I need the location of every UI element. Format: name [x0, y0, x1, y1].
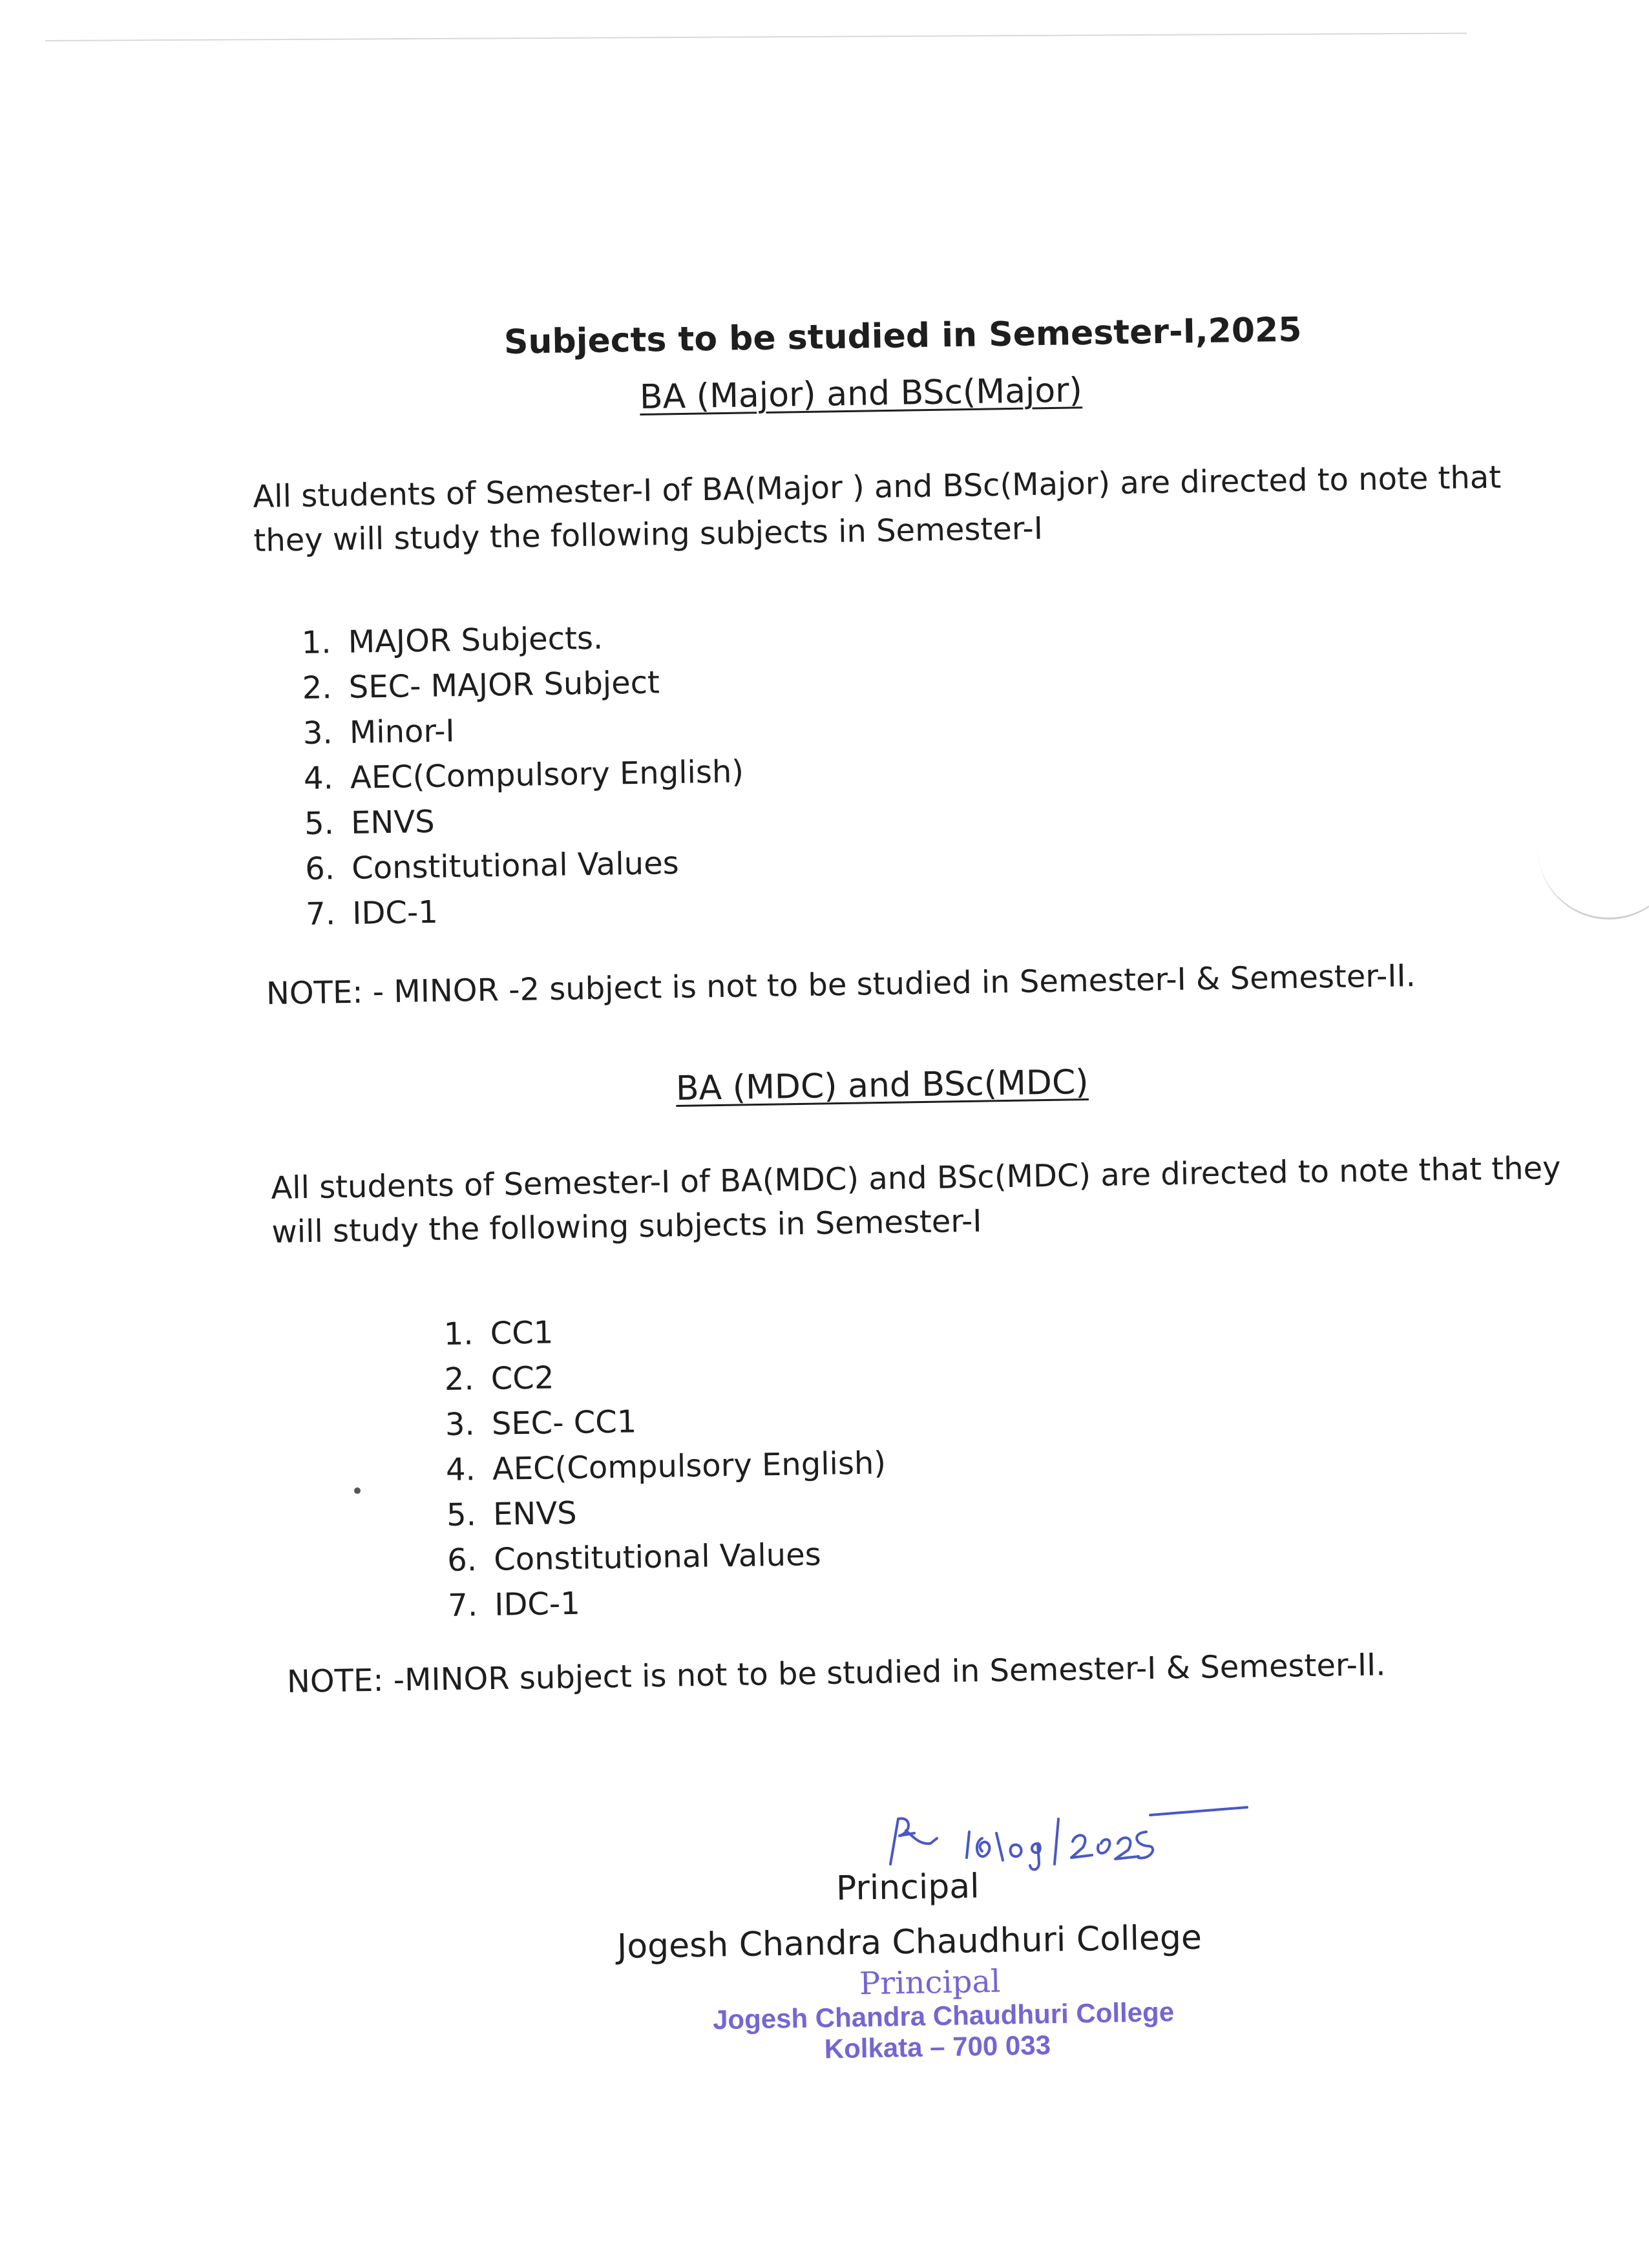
item-number: 4.	[303, 760, 334, 797]
item-subject: IDC-1	[494, 1585, 581, 1623]
list-item	[445, 1440, 886, 1493]
item-subject: IDC-1	[352, 894, 439, 932]
scan-speck	[354, 1487, 361, 1494]
item-number: 3.	[302, 715, 333, 752]
notice-title: Subjects to be studied in Semester-I,2025	[503, 310, 1302, 362]
item-number: 7.	[447, 1587, 478, 1624]
list-item	[302, 658, 742, 711]
item-number: 1.	[301, 624, 331, 662]
list-item	[445, 1395, 885, 1447]
item-number: 2.	[444, 1361, 475, 1398]
list-item	[444, 1350, 885, 1402]
item-subject: AEC(Compulsory English)	[350, 753, 744, 796]
section-intro-mdc: All students of Semester-I of BA(MDC) and BSc(MDC) are directed to note that they will study the following subjects in Semester-I	[271, 1150, 1561, 1250]
scan-edge-line	[45, 32, 1467, 41]
list-item	[305, 839, 746, 892]
item-subject: CC1	[490, 1314, 554, 1352]
section-note-major: NOTE: - MINOR -2 subject is not to be studied in Semester-I & Semester-II.	[266, 958, 1416, 1012]
section-intro-major: All students of Semester-I of BA(Major ) and BSc(Major) are directed to note that they will study the following subjects in Semester-I	[253, 459, 1502, 559]
item-subject: SEC- CC1	[491, 1403, 637, 1442]
official-stamp	[710, 1960, 1177, 2067]
list-item	[301, 613, 742, 666]
stamp-city: Kolkata – 700 033	[824, 2030, 1051, 2064]
list-item	[443, 1305, 884, 1357]
item-subject: SEC- MAJOR Subject	[348, 664, 660, 706]
item-number: 3.	[445, 1406, 476, 1444]
section-note-mdc: NOTE: -MINOR subject is not to be studied in Semester-I & Semester-II.	[286, 1646, 1386, 1700]
item-subject: Constitutional Values	[351, 845, 680, 887]
list-item	[304, 794, 745, 846]
subject-list-mdc	[443, 1305, 888, 1628]
stamp-title: Principal	[859, 1963, 1001, 2002]
item-number: 4.	[445, 1451, 476, 1488]
item-subject: ENVS	[350, 803, 436, 841]
scan-corner-mark	[1538, 801, 1649, 919]
item-number: 2.	[302, 669, 333, 707]
item-subject: MAJOR Subjects.	[348, 620, 604, 660]
item-subject: Constitutional Values	[493, 1536, 822, 1578]
list-item	[446, 1486, 887, 1538]
item-number: 1.	[443, 1316, 474, 1353]
list-item	[303, 749, 744, 801]
item-subject: CC2	[490, 1360, 554, 1397]
list-item	[448, 1576, 888, 1628]
item-number: 6.	[446, 1542, 478, 1579]
item-subject: AEC(Compulsory English)	[492, 1445, 887, 1487]
section-heading-major: BA (Major) and BSc(Major)	[639, 371, 1083, 417]
list-item	[306, 885, 746, 937]
item-subject: ENVS	[492, 1495, 578, 1533]
stamp-college: Jogesh Chandra Chaudhuri College	[712, 1996, 1175, 2035]
item-subject: Minor-I	[349, 713, 455, 751]
item-number: 5.	[304, 805, 335, 842]
list-item	[302, 704, 743, 756]
signatory-institution: Jogesh Chandra Chaudhuri College	[616, 1918, 1203, 1966]
item-number: 6.	[304, 850, 335, 887]
section-heading-mdc: BA (MDC) and BSc(MDC)	[675, 1062, 1089, 1108]
list-item	[447, 1531, 888, 1583]
signatory-designation: Principal	[835, 1867, 980, 1908]
item-number: 5.	[446, 1496, 477, 1533]
item-number: 7.	[305, 896, 336, 932]
subject-list-major	[301, 613, 746, 937]
